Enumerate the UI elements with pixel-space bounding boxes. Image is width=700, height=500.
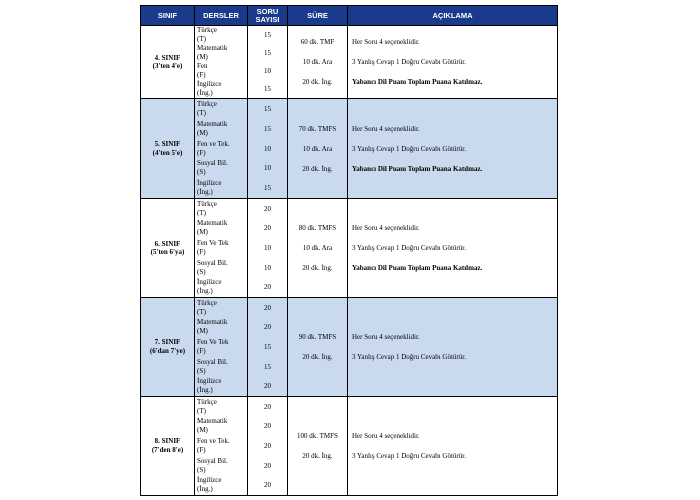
header-sinif: SINIF — [141, 6, 195, 26]
grade-row — [141, 26, 558, 99]
subject-name: Matematik — [197, 417, 228, 426]
subject-item — [195, 80, 247, 98]
subject-abbr: (S) — [197, 366, 206, 375]
subject-name: Sosyal Bil. — [197, 357, 228, 366]
subject-abbr: (M) — [197, 228, 208, 237]
subject-name: İngilizce — [197, 278, 222, 287]
subject-item — [195, 26, 247, 44]
grade-label: 6. SINIF — [154, 239, 181, 248]
note-item: Yabancı Dil Puanı Toplam Puana Katılmaz. — [352, 164, 483, 173]
question-count-cell — [248, 396, 288, 495]
grade-cell — [141, 99, 195, 199]
note-item: 3 Yanlış Cevap 1 Doğru Cevabı Götürür. — [352, 144, 466, 153]
subject-abbr: (İng.) — [197, 386, 213, 395]
question-count-cell — [248, 298, 288, 397]
subject-item — [195, 376, 247, 396]
question-count: 20 — [264, 402, 271, 411]
subject-name: Fen ve Tek. — [197, 139, 230, 148]
subject-item — [195, 397, 247, 417]
grade-label: 4. SINIF — [154, 53, 181, 62]
subject-abbr: (F) — [197, 148, 206, 157]
subject-item — [195, 178, 247, 198]
notes-cell — [348, 99, 558, 199]
header-sure: SÜRE — [288, 6, 348, 26]
subject-item — [195, 158, 247, 178]
duration-cell — [288, 199, 348, 298]
question-count: 10 — [264, 144, 271, 153]
subject-name: İngilizce — [197, 178, 222, 187]
grade-label: 7. SINIF — [154, 338, 181, 347]
duration-cell — [288, 396, 348, 495]
notes-cell — [348, 199, 558, 298]
grade-row — [141, 199, 558, 298]
subject-name: Türkçe — [197, 100, 217, 109]
duration-cell — [288, 298, 348, 397]
grade-cell — [141, 26, 195, 99]
subject-name: Matematik — [197, 119, 228, 128]
duration-item: 20 dk. İng. — [302, 164, 333, 173]
duration-item: 80 dk. TMFS — [298, 224, 337, 232]
grade-range: (3'ten 4'e) — [152, 62, 183, 70]
question-count: 20 — [264, 461, 271, 470]
subject-item — [195, 219, 247, 239]
duration-item: 10 dk. Ara — [302, 244, 333, 252]
subject-abbr: (İng.) — [197, 485, 213, 494]
subject-abbr: (S) — [197, 267, 206, 276]
question-count: 15 — [264, 362, 271, 371]
question-count: 20 — [264, 303, 271, 312]
question-count: 10 — [264, 164, 271, 173]
grade-range: (4'ten 5'e) — [152, 148, 183, 157]
subject-name: Fen — [197, 62, 208, 70]
subject-name: İngilizce — [197, 476, 222, 485]
notes-cell — [348, 298, 558, 397]
question-count: 20 — [264, 283, 271, 292]
duration-item: 20 dk. İng. — [302, 352, 333, 361]
subject-name: Matematik — [197, 318, 228, 327]
note-item: 3 Yanlış Cevap 1 Doğru Cevabı Götürür. — [352, 244, 466, 252]
subject-abbr: (F) — [197, 346, 206, 355]
duration-cell — [288, 26, 348, 99]
subject-abbr: (F) — [197, 248, 206, 256]
duration-item: 10 dk. Ara — [302, 58, 333, 66]
subject-name: Sosyal Bil. — [197, 159, 228, 168]
subject-abbr: (T) — [197, 307, 206, 316]
subject-item — [195, 258, 247, 278]
question-count: 20 — [264, 204, 271, 213]
subjects-cell — [195, 199, 248, 298]
subject-item — [195, 100, 247, 120]
subject-name: Matematik — [197, 219, 228, 228]
question-count-cell — [248, 99, 288, 199]
subject-item — [195, 277, 247, 297]
note-item: Yabancı Dil Puanı Toplam Puana Katılmaz. — [352, 264, 483, 272]
grade-range: (6'dan 7'ye) — [149, 346, 186, 355]
note-item: 3 Yanlış Cevap 1 Doğru Cevabı Götürür. — [352, 58, 466, 66]
duration-item: 20 dk. İng. — [302, 264, 333, 272]
subject-item — [195, 298, 247, 318]
notes-cell — [348, 26, 558, 99]
subject-abbr: (İng.) — [197, 89, 213, 97]
subject-abbr: (M) — [197, 426, 208, 435]
note-item: 3 Yanlış Cevap 1 Doğru Cevabı Götürür. — [352, 451, 466, 460]
question-count: 20 — [264, 323, 271, 332]
question-count: 20 — [264, 481, 271, 490]
grade-cell — [141, 199, 195, 298]
question-count: 10 — [264, 244, 271, 252]
subject-name: Türkçe — [197, 26, 217, 34]
header-dersler: DERSLER — [195, 6, 248, 26]
subject-item — [195, 417, 247, 437]
subject-abbr: (M) — [197, 128, 208, 137]
duration-cell — [288, 99, 348, 199]
subject-item — [195, 475, 247, 495]
grade-row — [141, 396, 558, 495]
subject-item — [195, 44, 247, 62]
duration-item: 60 dk. TMF — [300, 38, 335, 46]
grade-label: 8. SINIF — [154, 437, 181, 446]
subject-abbr: (T) — [197, 406, 206, 415]
subject-abbr: (S) — [197, 168, 206, 177]
subject-name: Türkçe — [197, 298, 217, 307]
subject-name: Türkçe — [197, 199, 217, 208]
subject-name: Matematik — [197, 44, 228, 52]
subject-abbr: (M) — [197, 53, 208, 61]
question-count: 20 — [264, 382, 271, 391]
header-aciklama: AÇIKLAMA — [348, 6, 558, 26]
subject-abbr: (S) — [197, 465, 206, 474]
question-count-cell — [248, 26, 288, 99]
question-count: 20 — [264, 224, 271, 233]
subject-name: Fen ve Tek. — [197, 436, 230, 445]
subject-abbr: (F) — [197, 71, 206, 79]
subject-item — [195, 62, 247, 80]
subject-item — [195, 119, 247, 139]
exam-schedule-table — [140, 5, 558, 496]
notes-cell — [348, 396, 558, 495]
subject-abbr: (T) — [197, 109, 206, 118]
grade-row — [141, 298, 558, 397]
question-count: 10 — [264, 263, 271, 272]
subject-abbr: (İng.) — [197, 187, 213, 196]
duration-item: 70 dk. TMFS — [298, 124, 337, 133]
grade-range: (5'ten 6'ya) — [150, 248, 185, 256]
subject-name: İngilizce — [197, 377, 222, 386]
subjects-cell — [195, 99, 248, 199]
subject-item — [195, 318, 247, 338]
grade-row — [141, 99, 558, 199]
subject-abbr: (M) — [197, 327, 208, 336]
subjects-cell — [195, 26, 248, 99]
subject-name: Türkçe — [197, 397, 217, 406]
grade-cell — [141, 298, 195, 397]
question-count: 20 — [264, 441, 271, 450]
grade-cell — [141, 396, 195, 495]
subject-abbr: (T) — [197, 208, 206, 217]
question-count: 15 — [264, 342, 271, 351]
question-count: 15 — [264, 85, 271, 93]
subject-item — [195, 238, 247, 258]
question-count: 15 — [264, 183, 271, 192]
question-count: 15 — [264, 31, 271, 39]
subject-abbr: (F) — [197, 445, 206, 454]
header-soru-sayisi: SORU SAYISI — [248, 6, 288, 26]
grade-range: (7'den 8'e) — [151, 445, 184, 454]
subjects-cell — [195, 396, 248, 495]
note-item: Her Soru 4 seçeneklidir. — [352, 224, 420, 232]
subject-item — [195, 357, 247, 377]
subject-name: Sosyal Bil. — [197, 456, 228, 465]
question-count: 10 — [264, 67, 271, 75]
subjects-cell — [195, 298, 248, 397]
subject-item — [195, 199, 247, 219]
note-item: Her Soru 4 seçeneklidir. — [352, 38, 420, 46]
note-item: Her Soru 4 seçeneklidir. — [352, 332, 420, 341]
grade-label: 5. SINIF — [154, 140, 181, 148]
subject-item — [195, 436, 247, 456]
subject-abbr: (İng.) — [197, 287, 213, 296]
duration-item: 20 dk. İng. — [302, 78, 333, 86]
subject-item — [195, 456, 247, 476]
note-item: 3 Yanlış Cevap 1 Doğru Cevabı Götürür. — [352, 352, 466, 361]
note-item: Yabancı Dil Puanı Toplam Puana Katılmaz. — [352, 78, 483, 86]
question-count: 15 — [264, 49, 271, 57]
subject-item — [195, 337, 247, 357]
duration-item: 100 dk. TMFS — [297, 431, 338, 440]
subject-abbr: (T) — [197, 35, 206, 43]
question-count: 20 — [264, 422, 271, 431]
question-count: 15 — [264, 105, 271, 114]
duration-item: 10 dk. Ara — [302, 144, 333, 153]
subject-name: Fen Ve Tek — [197, 239, 229, 247]
duration-item: 20 dk. İng. — [302, 451, 333, 460]
subject-item — [195, 139, 247, 159]
subject-name: Sosyal Bil. — [197, 258, 228, 267]
question-count: 15 — [264, 124, 271, 133]
question-count-cell — [248, 199, 288, 298]
note-item: Her Soru 4 seçeneklidir. — [352, 431, 420, 440]
subject-name: İngilizce — [197, 80, 222, 88]
subject-name: Fen Ve Tek — [197, 337, 229, 346]
header-row — [141, 6, 558, 26]
duration-item: 90 dk. TMFS — [298, 332, 337, 341]
note-item: Her Soru 4 seçeneklidir. — [352, 124, 420, 133]
